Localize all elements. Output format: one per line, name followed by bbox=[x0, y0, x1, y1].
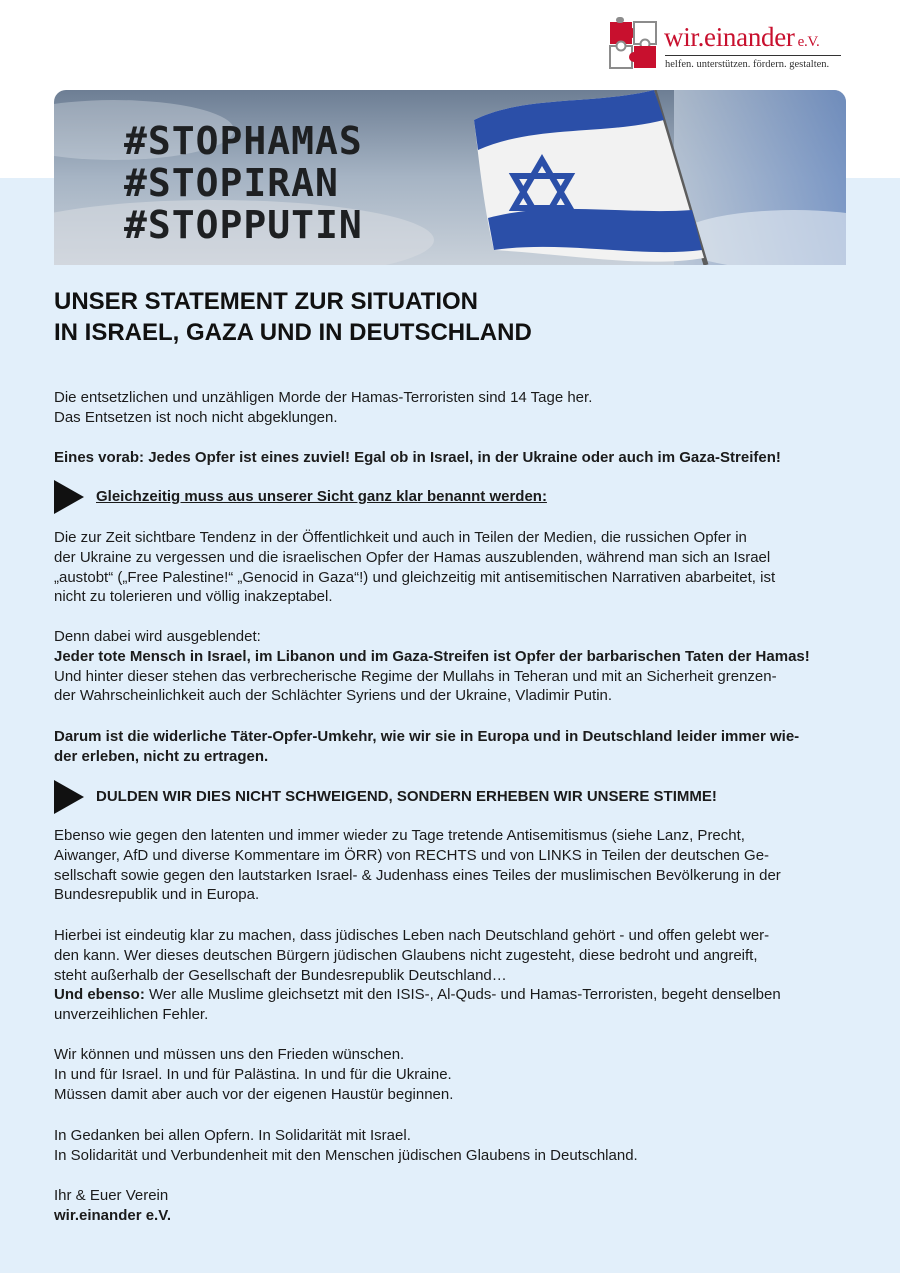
arrow-right-icon bbox=[54, 480, 84, 514]
signature: Ihr & Euer Verein wir.einander e.V. bbox=[54, 1187, 172, 1224]
arrow-callout-2 bbox=[54, 780, 846, 814]
hierbei-paragraph: Hierbei ist eindeutig klar zu machen, dass jüdisches Leben nach Deutschland gehört - und offen gelebt wer- den kann. Wer dieses deutschen Bürgern jüdischen Glaubens nicht zugesteht, diese bedroht und angreift, steht außerhalb der Gesellschaft der Bundesrepublik Deutschland… Und ebenso: Wer alle Muslime gleichsetzt mit den ISIS-, Al-Quds- und Hamas-Terroristen, begeht denselben unverzeihlichen Fehler. bbox=[54, 927, 781, 1024]
intro-paragraph: Die entsetzlichen und unzähligen Morde der Hamas-Terroristen sind 14 Tage her. Das Entsetzen ist noch nicht abgeklungen. bbox=[54, 389, 593, 426]
header-banner bbox=[54, 90, 846, 265]
puzzle-logo-icon bbox=[606, 16, 662, 76]
arrow-callout-1 bbox=[54, 480, 846, 514]
tendenz-paragraph: Die zur Zeit sichtbare Tendenz in der Öffentlichkeit und auch in Teilen der Medien, die russichen Opfer in der Ukraine zu vergessen und die israelischen Opfer der Hamas auszublenden, während man sich an Israel „austobt“ („Free Palestine!“ „Genocid in Gaza“!) und gleichzeitig mit antisemitischen Narrativen abarbeitet, ist nicht zu tolerieren und völlig inakzeptabel. bbox=[54, 529, 776, 606]
darum-paragraph: Darum ist die widerliche Täter-Opfer-Umkehr, wie wir sie in Europa und in Deutschland leider immer wie- der erleben, nicht zu ertragen. bbox=[54, 728, 800, 765]
callout-2-text: DULDEN WIR DIES NICHT SCHWEIGEND, SONDERN ERHEBEN WIR UNSERE STIMME! bbox=[96, 788, 717, 805]
title-line-1: UNSER STATEMENT ZUR SITUATION bbox=[54, 288, 478, 315]
logo-tagline: helfen. unterstützen. fördern. gestalten. bbox=[665, 59, 830, 70]
hashtag-block bbox=[124, 120, 363, 246]
brand-name: wir.einander e.V. bbox=[664, 22, 820, 52]
frieden-paragraph: Wir können und müssen uns den Frieden wünschen. In und für Israel. In und für Palästina. In und für die Ukraine. Müssen damit aber auch vor der eigenen Haustür beginnen. bbox=[54, 1046, 454, 1103]
hashtag-stopiran: #STOPIRAN bbox=[124, 161, 339, 205]
page-title bbox=[54, 286, 846, 348]
ausgeblendet-paragraph: Denn dabei wird ausgeblendet: Jeder tote Mensch in Israel, im Libanon und im Gaza-Streifen ist Opfer der barbarischen Taten der Hamas! Und hinter dieser stehen das verbrecherische Regime der Mullahs in Teheran und mit an Sicherheit grenzen- der Wahrscheinlichkeit auch der Schlächter Syriens und der Ukraine, Vladimir Putin. bbox=[54, 628, 810, 705]
logo-divider bbox=[665, 55, 841, 56]
logo bbox=[606, 16, 846, 76]
title-line-2: IN ISRAEL, GAZA UND IN DEUTSCHLAND bbox=[54, 319, 532, 346]
vorab-paragraph: Eines vorab: Jedes Opfer ist eines zuviel! Egal ob in Israel, in der Ukraine oder auch im Gaza-Streifen! bbox=[54, 449, 781, 466]
arrow-right-icon bbox=[54, 780, 84, 814]
ebenso-paragraph: Ebenso wie gegen den latenten und immer wieder zu Tage tretende Antisemitismus (siehe Lanz, Precht, Aiwanger, AfD und diverse Kommentare im ÖRR) von RECHTS und von LINKS in Teilen der deutschen Ge- sellschaft sowie gegen den lautstarken Israel- & Judenhass eines Teiles der muslimischen Bevölkerung in der Bundesrepublik und in Europa. bbox=[54, 827, 781, 904]
callout-1-text: Gleichzeitig muss aus unserer Sicht ganz klar benannt werden: bbox=[96, 488, 547, 505]
gedanken-paragraph: In Gedanken bei allen Opfern. In Solidarität mit Israel. In Solidarität und Verbundenheit mit den Menschen jüdischen Glaubens in Deutschland. bbox=[54, 1127, 638, 1164]
hashtag-stopputin: #STOPPUTIN bbox=[124, 203, 363, 247]
hashtag-stophamas: #STOPHAMAS bbox=[124, 119, 363, 163]
